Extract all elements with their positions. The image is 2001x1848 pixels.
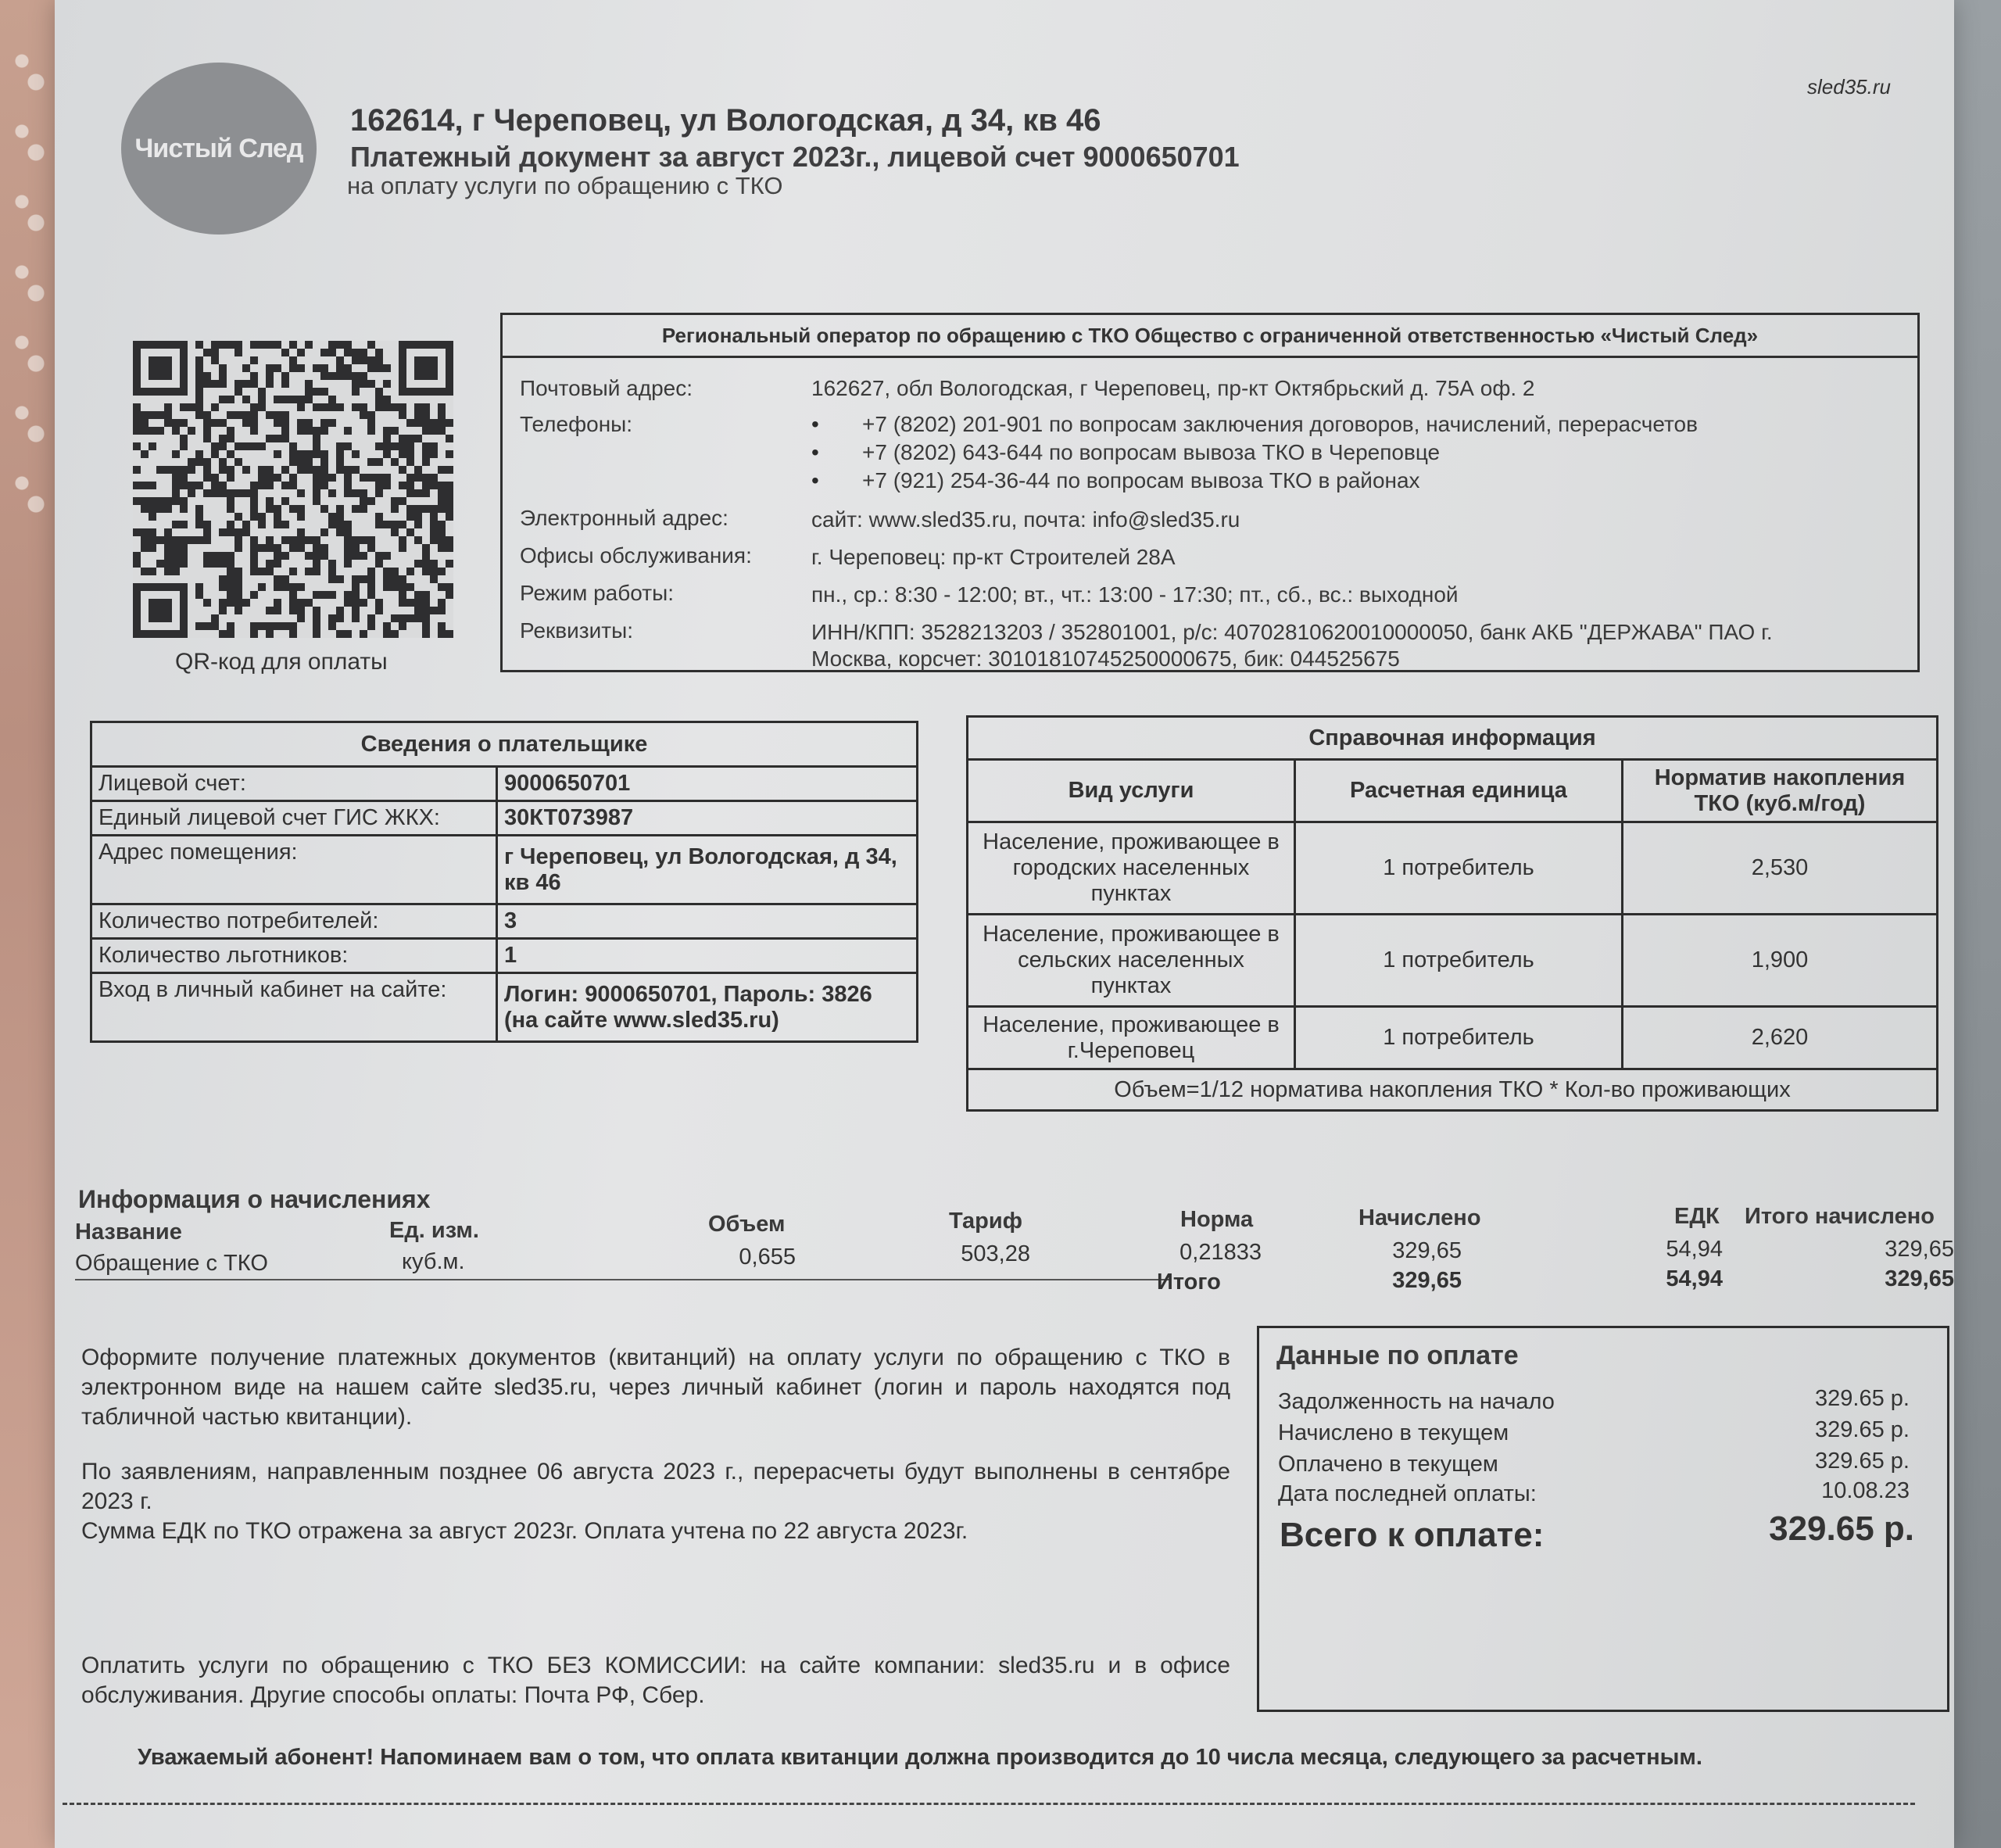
operator-title: Региональный оператор по обращению с ТКО Общество с ограниченной ответственностью «Чистый След»: [503, 315, 1917, 358]
bullet: •: [811, 412, 819, 436]
reference-cell: 1,900: [1623, 915, 1938, 1007]
payer-label: Вход в личный кабинет на сайте:: [91, 973, 497, 1042]
email-value: сайт: www.sled35.ru, почта: info@sled35.ru: [811, 507, 1240, 532]
reference-footer: Объем=1/12 норматива накопления ТКО * Кол-во проживающих: [968, 1069, 1938, 1111]
col-tariff: Тариф: [949, 1209, 1023, 1234]
table-row: [91, 904, 918, 939]
bullet: •: [811, 440, 819, 464]
qr-caption: QR-код для оплаты: [175, 649, 388, 675]
totals-edk: 54,94: [1666, 1266, 1723, 1291]
table-row: [91, 836, 918, 904]
col-name: Название: [75, 1219, 182, 1245]
table-row: [968, 822, 1938, 915]
last-payment-label: Дата последней оплаты:: [1278, 1481, 1537, 1506]
postal-value: 162627, обл Вологодская, г Череповец, пр-кт Октябрьский д. 75А оф. 2: [811, 376, 1535, 400]
office-label: Офисы обслуживания:: [520, 543, 752, 568]
row-volume: 0,655: [739, 1245, 796, 1270]
header-address: 162614, г Череповец, ул Вологодская, д 34, кв 46: [350, 103, 1101, 138]
totals-label: Итого: [1157, 1270, 1221, 1295]
row-unit: куб.м.: [402, 1249, 465, 1274]
header-site: sled35.ru: [1807, 75, 1891, 98]
payment-reminder: Уважаемый абонент! Напоминаем вам о том, что оплата квитанции должна производится до 10 числа месяца, следующего за расчетным.: [138, 1745, 1702, 1770]
total-due-value: 329.65 р.: [1769, 1510, 1914, 1548]
bullet: •: [811, 468, 819, 492]
payer-value: г Череповец, ул Вологодская, д 34, кв 46: [497, 836, 918, 904]
company-logo: Чистый След: [121, 63, 317, 235]
paid-label: Оплачено в текущем: [1278, 1452, 1498, 1477]
payment-box: [1257, 1326, 1949, 1712]
totals-total: 329,65: [1885, 1266, 1954, 1291]
col-volume: Объем: [708, 1212, 786, 1237]
debt-label: Задолженность на начало: [1278, 1389, 1555, 1414]
paid-value: 329.65 р.: [1815, 1449, 1910, 1474]
col-charged: Начислено: [1358, 1205, 1481, 1230]
debt-value: 329.65 р.: [1815, 1386, 1910, 1411]
payer-label: Лицевой счет:: [91, 767, 497, 801]
charged-value: 329.65 р.: [1815, 1417, 1910, 1442]
reference-table: [966, 715, 1938, 1112]
email-label: Электронный адрес:: [520, 506, 728, 530]
cut-line: [63, 1803, 1915, 1805]
row-charged: 329,65: [1392, 1238, 1462, 1263]
row-tariff: 503,28: [961, 1241, 1030, 1266]
table-row: [91, 939, 918, 973]
phones-label: Телефоны:: [520, 412, 633, 436]
note-edk: Сумма ЕДК по ТКО отражена за август 2023г. Оплата учтена по 22 августа 2023г.: [81, 1518, 968, 1544]
reference-cell: 2,620: [1623, 1007, 1938, 1069]
payer-label: Адрес помещения:: [91, 836, 497, 904]
requisites-label: Реквизиты:: [520, 618, 633, 643]
charged-label: Начислено в текущем: [1278, 1420, 1509, 1445]
col-unit: Ед. изм.: [389, 1218, 479, 1243]
reference-cell: 1 потребитель: [1295, 822, 1623, 915]
payer-value: 30КТ073987: [497, 801, 918, 836]
row-edk: 54,94: [1666, 1237, 1723, 1262]
reference-cell: Население, проживающее в г.Череповец: [968, 1007, 1295, 1069]
hours-label: Режим работы:: [520, 581, 674, 605]
qr-code: [133, 341, 453, 638]
table-row: [968, 1007, 1938, 1069]
reference-cell: Население, проживающее в сельских населенных пунктах: [968, 915, 1295, 1007]
payer-value: Логин: 9000650701, Пароль: 3826 (на сайте www.sled35.ru): [497, 973, 918, 1042]
reference-header: Вид услуги: [968, 760, 1295, 822]
phone-1: +7 (8202) 201-901 по вопросам заключения договоров, начислений, перерасчетов: [862, 412, 1698, 436]
total-due-label: Всего к оплате:: [1280, 1516, 1545, 1554]
reference-cell: 1 потребитель: [1295, 1007, 1623, 1069]
reference-cell: 2,530: [1623, 822, 1938, 915]
reference-cell: 1 потребитель: [1295, 915, 1623, 1007]
col-total: Итого начислено: [1745, 1204, 1935, 1229]
table-row: [91, 801, 918, 836]
requisites-value-1: ИНН/КПП: 3528213203 / 352801001, р/с: 40702810620010000050, банк АКБ "ДЕРЖАВА" ПАО г.: [811, 620, 1773, 644]
note-payment-methods: Оплатить услуги по обращению с ТКО БЕЗ КОМИССИИ: на сайте компании: sled35.ru и в офисе обслуживания. Другие способы оплаты: Почта РФ, Сбер.: [81, 1653, 1230, 1708]
row-name: Обращение с ТКО: [75, 1251, 268, 1276]
payer-value: 9000650701: [497, 767, 918, 801]
phone-2: +7 (8202) 643-644 по вопросам вывоза ТКО в Череповце: [862, 440, 1441, 464]
payer-table: [90, 721, 918, 1043]
phone-3: +7 (921) 254-36-44 по вопросам вывоза ТКО в районах: [862, 468, 1420, 492]
note-electronic: Оформите получение платежных документов (квитанций) на оплату услуги по обращению с ТКО в электронном виде на нашем сайте sled35.ru, через личный кабинет (логин и пароль находятся под табличной частью квитанции).: [81, 1345, 1230, 1430]
postal-label: Почтовый адрес:: [520, 376, 693, 400]
operator-info-box: [500, 313, 1920, 672]
office-value: г. Череповец: пр-кт Строителей 28А: [811, 545, 1176, 569]
note-recalculation: По заявлениям, направленным позднее 06 августа 2023 г., перерасчеты будут выполнены в сентябре 2023 г.: [81, 1459, 1230, 1514]
reference-header: Норматив накопления ТКО (куб.м/год): [1623, 760, 1938, 822]
row-norm: 0,21833: [1179, 1240, 1262, 1265]
payer-label: Единый лицевой счет ГИС ЖКХ:: [91, 801, 497, 836]
table-row: [91, 767, 918, 801]
col-norm: Норма: [1180, 1207, 1254, 1232]
totals-charged: 329,65: [1392, 1268, 1462, 1293]
header-subtitle: на оплату услуги по обращению с ТКО: [347, 172, 783, 199]
reference-header: Расчетная единица: [1295, 760, 1623, 822]
payer-label: Количество льготников:: [91, 939, 497, 973]
reference-cell: Население, проживающее в городских населенных пунктах: [968, 822, 1295, 915]
row-total: 329,65: [1885, 1237, 1954, 1262]
payer-label: Количество потребителей:: [91, 904, 497, 939]
payer-value: 3: [497, 904, 918, 939]
reference-title: Справочная информация: [968, 717, 1938, 760]
accruals-title: Информация о начислениях: [78, 1185, 431, 1213]
payment-title: Данные по оплате: [1276, 1341, 1519, 1370]
header-document-title: Платежный документ за август 2023г., лицевой счет 9000650701: [350, 141, 1240, 173]
payer-title: Сведения о плательщике: [91, 722, 918, 767]
col-edk: ЕДК: [1674, 1204, 1720, 1229]
accruals-divider: [75, 1279, 1169, 1280]
hours-value: пн., ср.: 8:30 - 12:00; вт., чт.: 13:00 - 17:30; пт., сб., вс.: выходной: [811, 582, 1459, 607]
payer-value: 1: [497, 939, 918, 973]
last-payment-value: 10.08.23: [1821, 1478, 1910, 1503]
table-row: [968, 915, 1938, 1007]
requisites-value-2: Москва, корсчет: 30101810745250000675, бик: 044525675: [811, 646, 1400, 671]
table-row: [91, 973, 918, 1042]
